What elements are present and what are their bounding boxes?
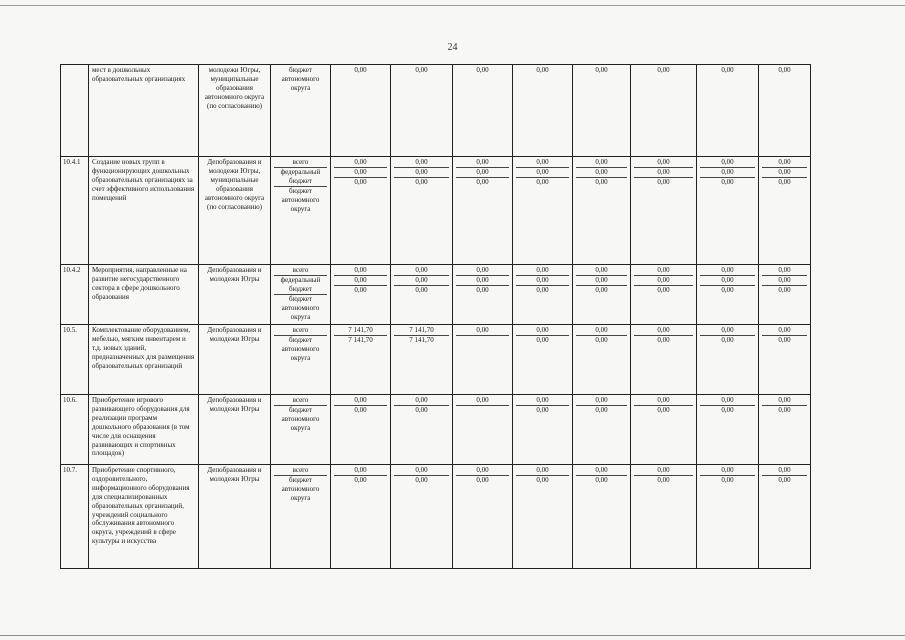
- executor: Депобразования и молодежи Югры, муниципальные образования автономного округа (по согласованию): [199, 157, 271, 265]
- amount-value: 0,00: [456, 266, 509, 276]
- funding-source: бюджет автономного округа: [281, 186, 320, 213]
- row-number: 10.6.: [61, 395, 89, 465]
- amount-value: 0,00: [778, 405, 791, 414]
- amount-value: 0,00: [700, 466, 755, 476]
- amount-value: 0,00: [354, 66, 367, 74]
- amount-value: 0,00: [634, 158, 693, 168]
- amount-value: [456, 336, 509, 345]
- amount-cell: [759, 325, 811, 395]
- amount-value: 0,00: [634, 276, 693, 286]
- executor: молодежи Югры, муниципальные образования автономного округа (по согласованию): [199, 65, 271, 157]
- amount-value: 0,00: [394, 466, 449, 476]
- amount-value: 0,00: [657, 66, 670, 74]
- amount-cell: [513, 325, 573, 395]
- amount-value: 0,00: [595, 285, 608, 294]
- funding-sources: [271, 395, 331, 465]
- amount-value: 7 141,70: [394, 326, 449, 336]
- amount-value: 0,00: [334, 158, 387, 168]
- amount-cell: [331, 65, 391, 157]
- funding-source: федеральный бюджет: [274, 168, 327, 187]
- amount-value: 0,00: [634, 326, 693, 336]
- amount-value: 0,00: [762, 276, 807, 286]
- amount-value: 0,00: [516, 168, 569, 178]
- funding-source: всего: [274, 396, 327, 406]
- amount-value: 0,00: [778, 285, 791, 294]
- funding-source: бюджет автономного округа: [281, 475, 320, 502]
- amount-cell: [513, 157, 573, 265]
- measure-name: Приобретение игрового развивающего оборудования для реализации программ дошкольного образования (в том числе для оснащения развивающих и спортивных площадок): [89, 395, 199, 465]
- table-row: [61, 65, 811, 157]
- amount-value: 0,00: [762, 158, 807, 168]
- table-row: [61, 395, 811, 465]
- amount-value: 0,00: [334, 266, 387, 276]
- measure-name: Приобретение спортивного, оздоровительного, информационного оборудования для специализированных образовательных организаций, учреждений социального обслуживания автономного округа, учреждений в сфере культуры и искусства: [89, 465, 199, 569]
- funding-sources: [271, 265, 331, 325]
- amount-value: [456, 406, 509, 415]
- funding-source: всего: [274, 266, 327, 276]
- amount-value: 0,00: [415, 405, 428, 414]
- funding-source: федеральный бюджет: [274, 276, 327, 295]
- amount-cell: [391, 395, 453, 465]
- budget-table: [60, 64, 811, 569]
- amount-value: 0,00: [721, 66, 734, 74]
- amount-cell: [759, 465, 811, 569]
- amount-value: 0,00: [721, 405, 734, 414]
- amount-value: 0,00: [334, 276, 387, 286]
- amount-value: 0,00: [476, 285, 489, 294]
- budget-table-wrapper: [60, 64, 811, 569]
- amount-cell: [697, 395, 759, 465]
- table-row: [61, 325, 811, 395]
- amount-cell: [391, 157, 453, 265]
- amount-value: 0,00: [576, 266, 627, 276]
- amount-cell: [631, 325, 697, 395]
- amount-cell: [631, 65, 697, 157]
- executor: Депобразования и молодежи Югры: [199, 325, 271, 395]
- amount-value: 0,00: [354, 285, 367, 294]
- amount-value: 0,00: [778, 475, 791, 484]
- amount-value: 0,00: [516, 158, 569, 168]
- amount-value: 0,00: [634, 168, 693, 178]
- amount-value: 0,00: [700, 158, 755, 168]
- measure-name: мест в дошкольных образовательных организациях: [89, 65, 199, 157]
- amount-cell: [391, 325, 453, 395]
- amount-value: 0,00: [700, 266, 755, 276]
- amount-value: 0,00: [415, 285, 428, 294]
- amount-value: 0,00: [394, 266, 449, 276]
- amount-value: 0,00: [536, 66, 549, 74]
- amount-cell: [573, 325, 631, 395]
- amount-value: 0,00: [334, 466, 387, 476]
- amount-value: 0,00: [536, 405, 549, 414]
- table-row: [61, 465, 811, 569]
- amount-value: 0,00: [576, 396, 627, 406]
- amount-value: 0,00: [762, 266, 807, 276]
- amount-cell: [331, 395, 391, 465]
- executor: Депобразования и молодежи Югры: [199, 265, 271, 325]
- amount-value: 0,00: [394, 158, 449, 168]
- funding-source: бюджет автономного округа: [281, 294, 320, 321]
- amount-value: 0,00: [762, 396, 807, 406]
- amount-cell: [513, 465, 573, 569]
- amount-cell: [453, 265, 513, 325]
- row-number: 10.5.: [61, 325, 89, 395]
- funding-sources: [271, 157, 331, 265]
- amount-value: 0,00: [634, 466, 693, 476]
- amount-cell: [331, 325, 391, 395]
- amount-value: 0,00: [700, 326, 755, 336]
- amount-value: 0,00: [354, 405, 367, 414]
- row-number: 10.4.2: [61, 265, 89, 325]
- amount-value: 0,00: [334, 396, 387, 406]
- executor: Депобразования и молодежи Югры: [199, 395, 271, 465]
- amount-cell: [573, 265, 631, 325]
- amount-cell: [513, 395, 573, 465]
- amount-cell: [453, 65, 513, 157]
- amount-value: 0,00: [778, 335, 791, 344]
- amount-value: 0,00: [456, 466, 509, 476]
- amount-cell: [573, 157, 631, 265]
- amount-value: 0,00: [576, 158, 627, 168]
- amount-value: 0,00: [657, 405, 670, 414]
- page-number: 24: [447, 42, 458, 53]
- amount-value: 0,00: [334, 168, 387, 178]
- amount-value: 0,00: [354, 177, 367, 186]
- amount-value: 0,00: [778, 177, 791, 186]
- amount-cell: [697, 325, 759, 395]
- amount-cell: [391, 265, 453, 325]
- executor: Депобразования и молодежи Югры: [199, 465, 271, 569]
- amount-value: 0,00: [576, 466, 627, 476]
- amount-cell: [331, 157, 391, 265]
- amount-value: 0,00: [576, 168, 627, 178]
- amount-value: 0,00: [778, 66, 791, 74]
- funding-sources: [271, 465, 331, 569]
- row-number: 10.4.1: [61, 157, 89, 265]
- amount-value: 0,00: [456, 396, 509, 406]
- amount-cell: [697, 465, 759, 569]
- amount-value: 0,00: [476, 66, 489, 74]
- amount-value: 0,00: [516, 396, 569, 406]
- amount-cell: [759, 395, 811, 465]
- amount-value: 0,00: [634, 266, 693, 276]
- amount-value: 0,00: [700, 396, 755, 406]
- amount-value: 7 141,70: [334, 326, 387, 336]
- amount-value: 0,00: [721, 285, 734, 294]
- amount-value: 7 141,70: [409, 335, 434, 344]
- funding-source: бюджет автономного округа: [281, 405, 320, 432]
- amount-value: 0,00: [516, 276, 569, 286]
- amount-cell: [759, 265, 811, 325]
- measure-name: Мероприятия, направленные на развитие негосударственного сектора в сфере дошкольного образования: [89, 265, 199, 325]
- amount-value: 0,00: [700, 276, 755, 286]
- amount-value: 0,00: [415, 66, 428, 74]
- amount-value: 0,00: [536, 475, 549, 484]
- amount-value: 0,00: [516, 266, 569, 276]
- funding-sources: [271, 65, 331, 157]
- amount-cell: [331, 465, 391, 569]
- amount-cell: [573, 65, 631, 157]
- amount-cell: [331, 265, 391, 325]
- amount-value: 0,00: [536, 285, 549, 294]
- amount-value: 0,00: [657, 335, 670, 344]
- amount-value: 0,00: [576, 326, 627, 336]
- row-number: 10.7.: [61, 465, 89, 569]
- amount-cell: [391, 65, 453, 157]
- measure-name: Создание новых групп в функционирующих дошкольных образовательных организациях за счет эффективного использования помещений: [89, 157, 199, 265]
- amount-value: 0,00: [456, 276, 509, 286]
- amount-value: 0,00: [536, 177, 549, 186]
- amount-cell: [573, 395, 631, 465]
- amount-value: 0,00: [595, 177, 608, 186]
- amount-value: 0,00: [721, 335, 734, 344]
- amount-value: 0,00: [595, 335, 608, 344]
- scan-top-edge: [0, 5, 905, 6]
- amount-value: 0,00: [595, 475, 608, 484]
- amount-value: 0,00: [657, 475, 670, 484]
- funding-sources: [271, 325, 331, 395]
- amount-cell: [513, 265, 573, 325]
- amount-value: 0,00: [394, 168, 449, 178]
- amount-value: 0,00: [354, 475, 367, 484]
- amount-value: 0,00: [516, 466, 569, 476]
- funding-source: бюджет автономного округа: [281, 66, 320, 92]
- amount-value: 0,00: [762, 168, 807, 178]
- funding-source: всего: [274, 158, 327, 168]
- amount-value: 0,00: [456, 158, 509, 168]
- amount-value: 0,00: [536, 335, 549, 344]
- amount-cell: [513, 65, 573, 157]
- amount-cell: [573, 465, 631, 569]
- amount-cell: [759, 157, 811, 265]
- amount-cell: [453, 157, 513, 265]
- amount-cell: [697, 65, 759, 157]
- amount-value: 0,00: [456, 168, 509, 178]
- amount-value: 0,00: [415, 177, 428, 186]
- amount-cell: [631, 157, 697, 265]
- scan-bottom-edge: [0, 635, 905, 636]
- amount-cell: [631, 395, 697, 465]
- amount-cell: [391, 465, 453, 569]
- amount-value: 0,00: [595, 405, 608, 414]
- amount-cell: [453, 395, 513, 465]
- amount-value: 0,00: [394, 396, 449, 406]
- amount-value: 0,00: [595, 66, 608, 74]
- amount-value: 0,00: [516, 326, 569, 336]
- amount-cell: [759, 65, 811, 157]
- amount-value: 0,00: [394, 276, 449, 286]
- amount-value: 7 141,70: [348, 335, 373, 344]
- amount-value: 0,00: [700, 168, 755, 178]
- amount-cell: [697, 265, 759, 325]
- amount-cell: [697, 157, 759, 265]
- amount-cell: [453, 325, 513, 395]
- amount-value: 0,00: [657, 285, 670, 294]
- amount-value: 0,00: [456, 326, 509, 336]
- amount-value: 0,00: [476, 475, 489, 484]
- amount-value: 0,00: [634, 396, 693, 406]
- amount-value: 0,00: [476, 177, 489, 186]
- amount-cell: [453, 465, 513, 569]
- amount-value: 0,00: [576, 276, 627, 286]
- row-number: [61, 65, 89, 157]
- amount-value: 0,00: [762, 466, 807, 476]
- amount-value: 0,00: [762, 326, 807, 336]
- amount-value: 0,00: [657, 177, 670, 186]
- amount-value: 0,00: [721, 177, 734, 186]
- table-body: [61, 65, 811, 569]
- table-row: [61, 157, 811, 265]
- amount-value: 0,00: [721, 475, 734, 484]
- funding-source: всего: [274, 326, 327, 336]
- funding-source: бюджет автономного округа: [281, 335, 320, 362]
- amount-cell: [631, 265, 697, 325]
- table-row: [61, 265, 811, 325]
- funding-source: всего: [274, 466, 327, 476]
- measure-name: Комплектование оборудованием, мебелью, мягким инвентарем и т.д. новых зданий, предназначенных для размещения образовательных организаций: [89, 325, 199, 395]
- amount-cell: [631, 465, 697, 569]
- amount-value: 0,00: [415, 475, 428, 484]
